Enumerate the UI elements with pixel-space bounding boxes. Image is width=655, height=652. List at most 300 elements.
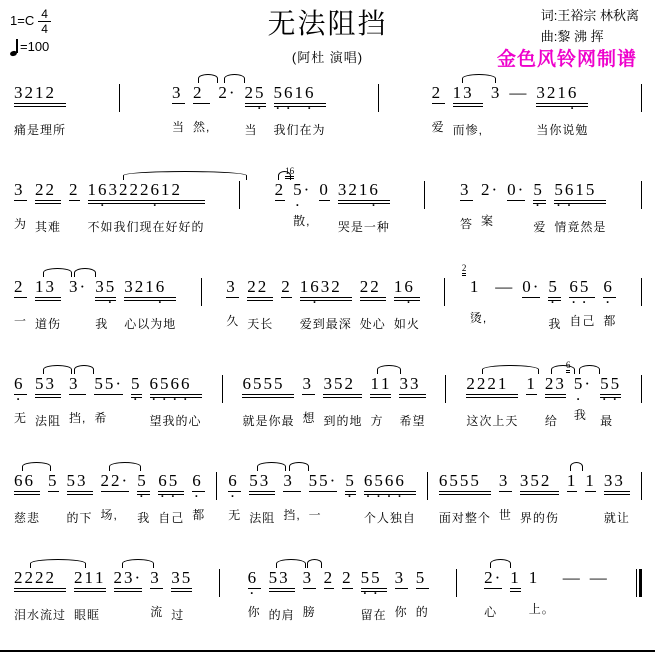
lyric-text: 个人独自: [363, 511, 416, 525]
note-token: [569, 278, 595, 329]
note-digits: 5 ··: [293, 181, 311, 198]
note-digits: 2: [281, 277, 292, 296]
underline: [460, 200, 473, 201]
note-token: [150, 375, 202, 429]
note-token: [158, 472, 184, 526]
measure: [462, 360, 625, 429]
underline: [319, 200, 330, 201]
note-token: [495, 278, 514, 323]
note-digits: 5 ··: [574, 375, 592, 392]
lyric-text: 场,: [100, 508, 118, 522]
underline: [249, 494, 275, 495]
note-digits: 2222: [14, 568, 56, 587]
underline: [74, 588, 106, 589]
lyric-text: 过: [171, 608, 185, 622]
note-digits: 5 ·: [533, 181, 544, 198]
underline: [323, 394, 362, 395]
measure: [435, 472, 634, 526]
note-token: [14, 181, 27, 232]
lyric-text: 希望: [399, 414, 426, 428]
lyric-text: 答: [459, 217, 473, 231]
lyricist-credit: 词:王裕宗 林秋离: [540, 8, 639, 23]
note-token: [35, 181, 61, 235]
lyric-text: 案: [481, 214, 495, 228]
lyric-text: 处心: [359, 317, 386, 331]
lyric-text: 如火: [393, 317, 420, 331]
note-digits: 1: [528, 568, 540, 587]
note-token: [228, 472, 241, 523]
composer-credit: 曲:黎 沸 挥: [540, 28, 604, 44]
underline: [88, 200, 205, 201]
lyric-text: 痛是理所: [14, 123, 67, 137]
slur-arc: [579, 365, 600, 374]
underline: [510, 591, 521, 592]
lyric-text: 哭是一种: [337, 220, 390, 234]
slur-arc: [490, 559, 511, 568]
barline: [378, 84, 379, 112]
barline-stroke: [636, 569, 637, 597]
underline: [114, 588, 143, 589]
note-digits: 3: [302, 374, 313, 393]
note-token: [567, 472, 578, 520]
note-digits: 1: [469, 277, 481, 296]
note-digits: 53: [249, 471, 271, 490]
note-digits: 2: [323, 568, 335, 587]
performer: (阿杜 演唱): [291, 50, 364, 65]
note-digits: 6 ·: [192, 472, 203, 489]
underline: [95, 300, 116, 301]
underline: [150, 588, 163, 589]
barline-stroke: [639, 569, 642, 597]
note-token: [48, 472, 59, 520]
lyric-text: 无: [14, 411, 28, 425]
underline: [88, 203, 205, 204]
underline: [14, 591, 66, 592]
note-digits: 6 ·: [603, 278, 614, 295]
underline: [274, 103, 326, 104]
slur-arc: [30, 559, 87, 568]
note-token: [14, 278, 27, 329]
note-digits: 5 ·: [345, 472, 356, 489]
note-token: [533, 181, 546, 235]
note-digits: 2·: [481, 180, 500, 199]
note-token: [274, 84, 326, 138]
note-digits: 1: [585, 471, 596, 490]
note-digits: 55·: [94, 374, 124, 393]
lyric-text: 当: [244, 123, 258, 137]
lyric-text: 无: [228, 508, 242, 522]
underline: [274, 106, 326, 107]
barline: [239, 181, 240, 209]
slur-arc: [43, 365, 72, 374]
note-token: [69, 278, 87, 323]
underline: [453, 103, 483, 104]
note-digits: 2: [274, 180, 286, 199]
note-digits: 2: [14, 277, 25, 296]
note-token: [300, 278, 352, 332]
measure: [168, 84, 330, 138]
underline: [545, 394, 566, 395]
underline: [247, 297, 273, 298]
note-digits: 16 ·32226 ·12: [88, 181, 183, 198]
underline: [303, 588, 316, 589]
grace-note: 2: [462, 264, 467, 276]
underline: [604, 494, 630, 495]
barline-stroke: [641, 181, 642, 209]
underline: [604, 491, 630, 492]
song-title: 无法阻挡: [267, 8, 388, 39]
underline: [242, 397, 294, 398]
note-digits: 55·: [308, 471, 338, 490]
lyric-text: 法阻: [35, 414, 62, 428]
underline: [360, 297, 386, 298]
barline: [456, 569, 457, 597]
note-digits: 2: [431, 83, 443, 102]
slur-arc: [109, 462, 141, 471]
underline: [510, 588, 521, 589]
slur-arc: [462, 74, 496, 83]
underline: [245, 103, 266, 104]
lyric-text: 都: [603, 314, 617, 328]
note-token: [370, 375, 391, 429]
note-digits: 3: [394, 568, 406, 587]
underline: [247, 300, 273, 301]
slur-arc: [289, 462, 309, 471]
note-digits: 5 ·5 ·: [361, 569, 382, 586]
barline: [119, 84, 120, 112]
underline: [338, 200, 390, 201]
underline: [94, 394, 123, 395]
note-token: [101, 472, 130, 523]
underline: [249, 491, 275, 492]
underline: [360, 300, 386, 301]
lyric-text: 当你说勉: [536, 123, 589, 137]
note-digits: 3·: [69, 277, 88, 296]
barline-stroke: [216, 472, 217, 500]
note-token: [192, 472, 205, 523]
note-digits: 3: [69, 374, 80, 393]
barline: [427, 472, 428, 500]
underline: [172, 103, 185, 104]
note-digits: 6 ·5 ·: [569, 278, 590, 295]
note-token: [565, 360, 593, 423]
note-digits: 6555: [438, 471, 481, 490]
underline: [35, 200, 61, 201]
underline: [536, 106, 588, 107]
note-token: [309, 472, 338, 523]
underline: [48, 491, 59, 492]
underline: [14, 106, 66, 107]
underline: [67, 491, 93, 492]
underline: [323, 397, 362, 398]
note-digits: 22: [247, 277, 269, 296]
note-token: [245, 84, 266, 138]
barline-stroke: [641, 375, 642, 403]
barline: [641, 84, 642, 112]
note-digits: 1: [566, 471, 578, 490]
barline-stroke: [119, 84, 120, 112]
underline: [342, 588, 353, 589]
lyric-text: 一: [308, 508, 322, 522]
note-digits: 6 ·5 ·6 ·6 ·: [150, 375, 192, 392]
underline: [338, 203, 390, 204]
underline: [520, 491, 559, 492]
measure: [456, 181, 610, 235]
underline: [14, 588, 66, 589]
time-numerator: 4: [38, 8, 51, 22]
lyric-text: 的肩: [268, 608, 295, 622]
note-token: [14, 375, 27, 426]
note-digits: 6 ·: [228, 472, 239, 489]
note-digits: 3: [150, 568, 161, 587]
note-digits: 2: [342, 568, 353, 587]
underline: [554, 200, 606, 201]
barline: [219, 569, 220, 597]
slur-arc: [22, 462, 51, 471]
underline: [269, 591, 295, 592]
lyric-text: 爱: [533, 220, 547, 234]
barline: [444, 278, 445, 306]
note-token: [529, 569, 555, 617]
note-digits: 13: [35, 277, 57, 296]
barline-stroke: [424, 181, 425, 209]
underline: [526, 394, 537, 395]
barline: [641, 181, 642, 209]
barline: [445, 375, 446, 403]
slur-arc: [377, 365, 401, 374]
note-token: [345, 472, 356, 523]
lyric-text: 慈悲: [14, 511, 41, 525]
score: [8, 70, 647, 652]
underline: [466, 394, 518, 395]
note-digits: 23·: [113, 568, 143, 587]
note-token: [548, 278, 561, 332]
lyric-text: 世: [498, 508, 512, 522]
underline: [399, 397, 425, 398]
lyric-text: 泪水流过: [14, 608, 67, 622]
barline: [424, 181, 425, 209]
note-digits: 22·: [100, 471, 130, 490]
barline-stroke: [641, 278, 642, 306]
underline: [585, 491, 596, 492]
underline: [226, 297, 239, 298]
lyric-text: 爱到最深: [299, 317, 352, 331]
underline: [14, 200, 27, 201]
note-token: [226, 278, 239, 329]
underline: [370, 397, 391, 398]
note-token: [249, 472, 275, 526]
note-token: [150, 569, 163, 620]
lyric-text: 这次上天: [466, 414, 519, 428]
note-token: [95, 278, 116, 332]
note-token: [281, 278, 292, 326]
note-digits: 6555: [242, 374, 285, 393]
measure: [10, 569, 196, 623]
note-digits: —: [562, 568, 582, 587]
lyric-text: 我: [95, 317, 109, 331]
underline: [124, 297, 176, 298]
slur-arc: [307, 559, 323, 568]
barline-stroke: [378, 84, 379, 112]
note-token: [394, 278, 420, 332]
barline-stroke: [239, 181, 240, 209]
underline: [507, 200, 525, 201]
note-token: [35, 375, 61, 429]
note-digits: 5 ·6 ·16 ·: [274, 84, 316, 101]
note-token: [69, 181, 80, 229]
note-token: [124, 278, 176, 332]
underline: [275, 200, 286, 201]
underline: [101, 491, 130, 492]
lyric-text: 心: [484, 605, 498, 619]
barline: [201, 278, 202, 306]
note-digits: 3: [14, 180, 25, 199]
underline: [245, 106, 266, 107]
note-digits: 2221: [466, 374, 509, 393]
credits-block: [541, 6, 639, 48]
note-digits: 2: [69, 180, 80, 199]
lyric-text: 挡,: [283, 508, 301, 522]
lyric-text: 烫,: [469, 311, 488, 325]
note-digits: 3: [302, 568, 314, 587]
underline: [171, 588, 192, 589]
lyric-text: 我: [137, 511, 151, 525]
barline: [641, 375, 642, 403]
underline: [114, 591, 143, 592]
underline: [466, 397, 518, 398]
measure: [238, 375, 429, 429]
slur-arc: [551, 365, 575, 374]
underline: [536, 103, 588, 104]
note-token: [218, 84, 236, 129]
underline: [14, 103, 66, 104]
underline: [269, 588, 295, 589]
lyric-text: 一: [14, 314, 28, 328]
lyric-text: 情竟然是: [554, 220, 607, 234]
note-digits: 6 ·5 ·6 ·6 ·: [364, 472, 406, 489]
underline: [499, 491, 512, 492]
note-token: [509, 84, 528, 129]
underline: [545, 397, 566, 398]
note-digits: 6 ·: [14, 375, 25, 392]
note-token: [484, 569, 502, 620]
note-token: [563, 569, 582, 614]
underline: [453, 106, 483, 107]
lyric-text: 而惨,: [452, 123, 483, 137]
note-token: [324, 569, 335, 617]
underline: [35, 300, 61, 301]
measure: [10, 84, 70, 138]
note-digits: 6 ·5 ·: [158, 472, 179, 489]
lyric-text: 我们在为: [273, 123, 326, 137]
note-token: [364, 472, 416, 526]
measure: [10, 278, 180, 332]
note-digits: 3: [459, 180, 471, 199]
note-digits: 11: [370, 374, 392, 393]
note-digits: 22: [359, 277, 381, 296]
note-digits: 25 ·: [245, 84, 266, 101]
note-digits: 53: [66, 471, 88, 490]
note-token: [460, 181, 473, 232]
note-digits: 5 ·: [131, 375, 142, 392]
note-token: [507, 181, 525, 229]
note-digits: 0: [319, 180, 330, 199]
underline: [309, 491, 338, 492]
note-digits: 3: [172, 83, 183, 102]
note-digits: 35: [171, 568, 193, 587]
note-digits: 33: [399, 374, 421, 393]
underline: [283, 491, 300, 492]
note-token: [481, 181, 499, 229]
barline-stroke: [427, 472, 428, 500]
lyric-text: 方: [370, 414, 384, 428]
note-digits: 5: [415, 568, 427, 587]
note-digits: —: [495, 277, 515, 296]
barline-stroke: [444, 278, 445, 306]
note-digits: 211: [74, 568, 106, 587]
note-digits: 5 ·6 ·15: [554, 181, 596, 198]
measure: [224, 472, 420, 526]
note-digits: 3216 ·: [124, 278, 166, 295]
note-digits: 16 ·32: [300, 278, 342, 295]
slur-arc: [198, 74, 218, 83]
underline: [35, 203, 61, 204]
lyric-text: 想: [302, 411, 316, 425]
note-token: [461, 263, 488, 326]
note-digits: 1: [510, 568, 521, 587]
note-token: [283, 472, 300, 523]
lyric-text: 法阻: [249, 511, 276, 525]
slur-arc: [122, 559, 154, 568]
note-token: [302, 375, 315, 426]
note-digits: —: [509, 83, 529, 102]
underline: [242, 394, 294, 395]
barline: [641, 472, 642, 500]
underline: [522, 297, 540, 298]
lyric-text: 我: [573, 408, 587, 422]
lyric-text: 为: [14, 217, 28, 231]
underline: [14, 297, 27, 298]
time-denominator: 4: [41, 22, 48, 36]
measure: [10, 472, 209, 526]
note-token: [67, 472, 93, 526]
underline: [324, 588, 335, 589]
key-label: 1=C: [10, 13, 35, 29]
barline-stroke: [219, 569, 220, 597]
note-token: [69, 375, 86, 426]
note-token: [88, 181, 205, 235]
slur-arc: [482, 365, 539, 374]
note-token: [14, 569, 66, 623]
note-token: [499, 472, 512, 523]
underline: [554, 203, 606, 204]
measure: [480, 569, 613, 620]
barline-stroke: [641, 472, 642, 500]
note-digits: —: [589, 568, 609, 587]
lyric-text: 久: [226, 314, 240, 328]
note-token: [432, 84, 445, 135]
measure: [10, 181, 209, 235]
note-token: [526, 375, 537, 423]
note-digits: 0·: [507, 180, 526, 199]
note-token: [603, 278, 616, 329]
note-digits: 2: [193, 83, 204, 102]
note-digits: 13: [452, 83, 474, 102]
note-token: [545, 375, 566, 429]
note-token: [600, 375, 621, 429]
lyric-text: 最: [600, 414, 614, 428]
note-token: [360, 278, 386, 332]
